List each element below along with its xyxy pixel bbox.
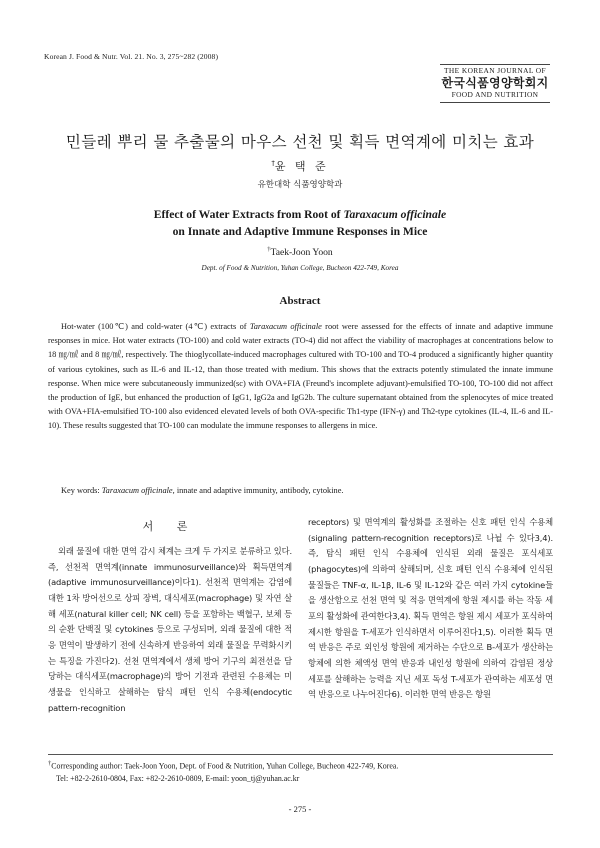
body-column-left bbox=[48, 544, 292, 716]
author-korean bbox=[0, 158, 600, 174]
abstract-text-start: Hot-water (100℃) and cold-water (4℃) extracts of bbox=[61, 322, 250, 331]
keywords-rest: , innate and adaptive immunity, antibody, cytokine. bbox=[172, 486, 344, 495]
title-korean: 민들레 뿌리 물 추출물의 마우스 선천 및 획득 면역계에 미치는 효과 bbox=[65, 133, 535, 151]
author-en-mark: † bbox=[267, 246, 271, 253]
body-right-paragraph: receptors) 및 면역계의 활성화를 조절하는 신호 패턴 인식 수용체(signaling pattern-recognition receptors)로 나뉠 수 있다3,4). 즉, 탐식 패턴 인식 수용체에 인식된 외래 물질은 포식세포(phagocytes)에 의하여 살해되며, 신호 패턴 인식 수용체에 인식된 물질들은 TNF-α, IL-1β, IL-6 및 IL-12와 같은 여러 가지 cytokine들을 생산함으로 선천 면역 및 적응 면역계에 항원 제시를 하는 작동 세포의 활성화에 관여한다3,4). 획득 면역은 항원 제시 세포가 포식하여 제시한 항원을 T-세포가 인식하면서 이루어진다1,5). 이러한 획득 면역 반응은 주로 외인성 항원에 제거하는 수단으로 B-세포가 생산하는 항체에 의한 체액성 면역 반응과 내인성 항원에 의하여 감염된 정상 세포를 살해하는 능력을 지닌 세포 독성 T-세포가 관여하는 세포성 면역 반응으로 나누어진다6). 이러한 면역 반응은 항원 bbox=[308, 517, 553, 700]
body-left-paragraph: 외래 물질에 대한 면역 감시 체계는 크게 두 가지로 분류하고 있다. 즉, 선천적 면역계(innate immunosurveillance)와 획득면역계(adaptive immunosurveillance)이다1). 선천적 면역계는 감염에 대한 1차 방어선으로 상피 장벽, 대식세포(macrophage) 및 자연 살해 세포(natural killer cell; NK cell) 등을 포함하는 백혈구, 보체 등의 순환 단백질 및 cytokines 등으로 구성되며, 외래 물질에 대한 적응 면역이 발생하기 전에 신속하게 반응하여 외래 물질을 무력화시키는 특징을 가진다2). 선천 면역계에서 생체 방어 기구의 최전선을 담당하는 대식세포(macrophage)의 방어 기전과 관련된 수용체는 미생물을 인식하고 살해하는 탐식 패턴 인식 수용체(endocytic pattern-recognition bbox=[48, 546, 292, 713]
footnote-mark: † bbox=[48, 760, 52, 767]
footnote-line1 bbox=[48, 758, 553, 773]
author-ko-mark: † bbox=[271, 159, 275, 168]
abstract-species: Taraxacum officinale bbox=[249, 322, 322, 331]
abstract-text-rest: root were assessed for the effects of innate and adaptive immune responses in mice. Hot water extracts (TO-100) and cold water extracts (TO-4) did not affect the viability of macrophages at concentrations below to 18 ㎎/㎖ and 8 ㎎/㎖, respectively. The thioglycollate-induced macrophages cultured with TO-100 and TO-4 produced a significantly higher quantity of various cytokines, such as IL-6 and IL-12, than those treated with medium. This shows that the extracts potently stimulated the innate immune response. When mice were subcutaneously immunized(sc) with OVA+FIA (Freund's incomplete adjuvant)-emulsified TO-100, TO-100 did not affect the production of IgE, but enhanced the production of IgG1, IgG2a and IgG2b. The culture supernatant obtained from the splenocytes of mice treated with OVA+FIA-emulsified TO-100 also evidenced elevated levels of both OVA-specific Th1-type (IFN-γ) and Th2-type cytokines (IL-4, IL-6 and IL-10). These results suggested that TO-100 can modulate the immune responses to allergens in mice. bbox=[48, 322, 553, 431]
journal-box-bottom-rule bbox=[440, 102, 550, 103]
affiliation-korean: 유한대학 식품영양학과 bbox=[257, 180, 343, 190]
section-heading-introduction: 서 론 bbox=[142, 520, 198, 533]
journal-name-en-bottom: FOOD AND NUTRITION bbox=[451, 90, 539, 100]
title-en-line1-text: Effect of Water Extracts from Root of bbox=[153, 208, 344, 221]
journal-name-ko: 한국식품영양학회지 bbox=[441, 75, 549, 90]
footnote-divider bbox=[48, 754, 553, 755]
title-en-line1 bbox=[0, 206, 600, 223]
abstract-heading: Abstract bbox=[279, 295, 321, 307]
footnote-corresponding: Corresponding author: Taek-Joon Yoon, Dept. of Food & Nutrition, Yuhan College, Bucheon 422-749, Korea. bbox=[51, 761, 399, 771]
abstract-body bbox=[48, 320, 553, 434]
author-ko-name: 윤 택 준 bbox=[274, 160, 329, 173]
keywords bbox=[61, 486, 553, 495]
author-en-name: Taek-Joon Yoon bbox=[270, 247, 333, 259]
author-english bbox=[0, 246, 600, 258]
journal-logo-box bbox=[440, 64, 550, 103]
footnote-line2: Tel: +82-2-2610-0804, Fax: +82-2-2610-0809, E-mail: yoon_tj@yuhan.ac.kr bbox=[56, 774, 300, 784]
title-english bbox=[0, 206, 600, 240]
keywords-label: Key words: bbox=[61, 486, 102, 495]
title-en-species: Taraxacum officinale bbox=[343, 208, 447, 221]
title-en-line2: on Innate and Adaptive Immune Responses in Mice bbox=[172, 225, 428, 238]
footnote bbox=[48, 758, 553, 786]
keywords-species: Taraxacum officinale bbox=[101, 486, 173, 495]
page-number: - 275 - bbox=[288, 804, 312, 814]
journal-name-en-top: THE KOREAN JOURNAL OF bbox=[444, 66, 546, 75]
journal-reference: Korean J. Food & Nutr. Vol. 21. No. 3, 275~282 (2008) bbox=[44, 52, 219, 61]
body-column-right bbox=[308, 515, 553, 703]
affiliation-english: Dept. of Food & Nutrition, Yuhan College, Bucheon 422-749, Korea bbox=[201, 264, 399, 272]
